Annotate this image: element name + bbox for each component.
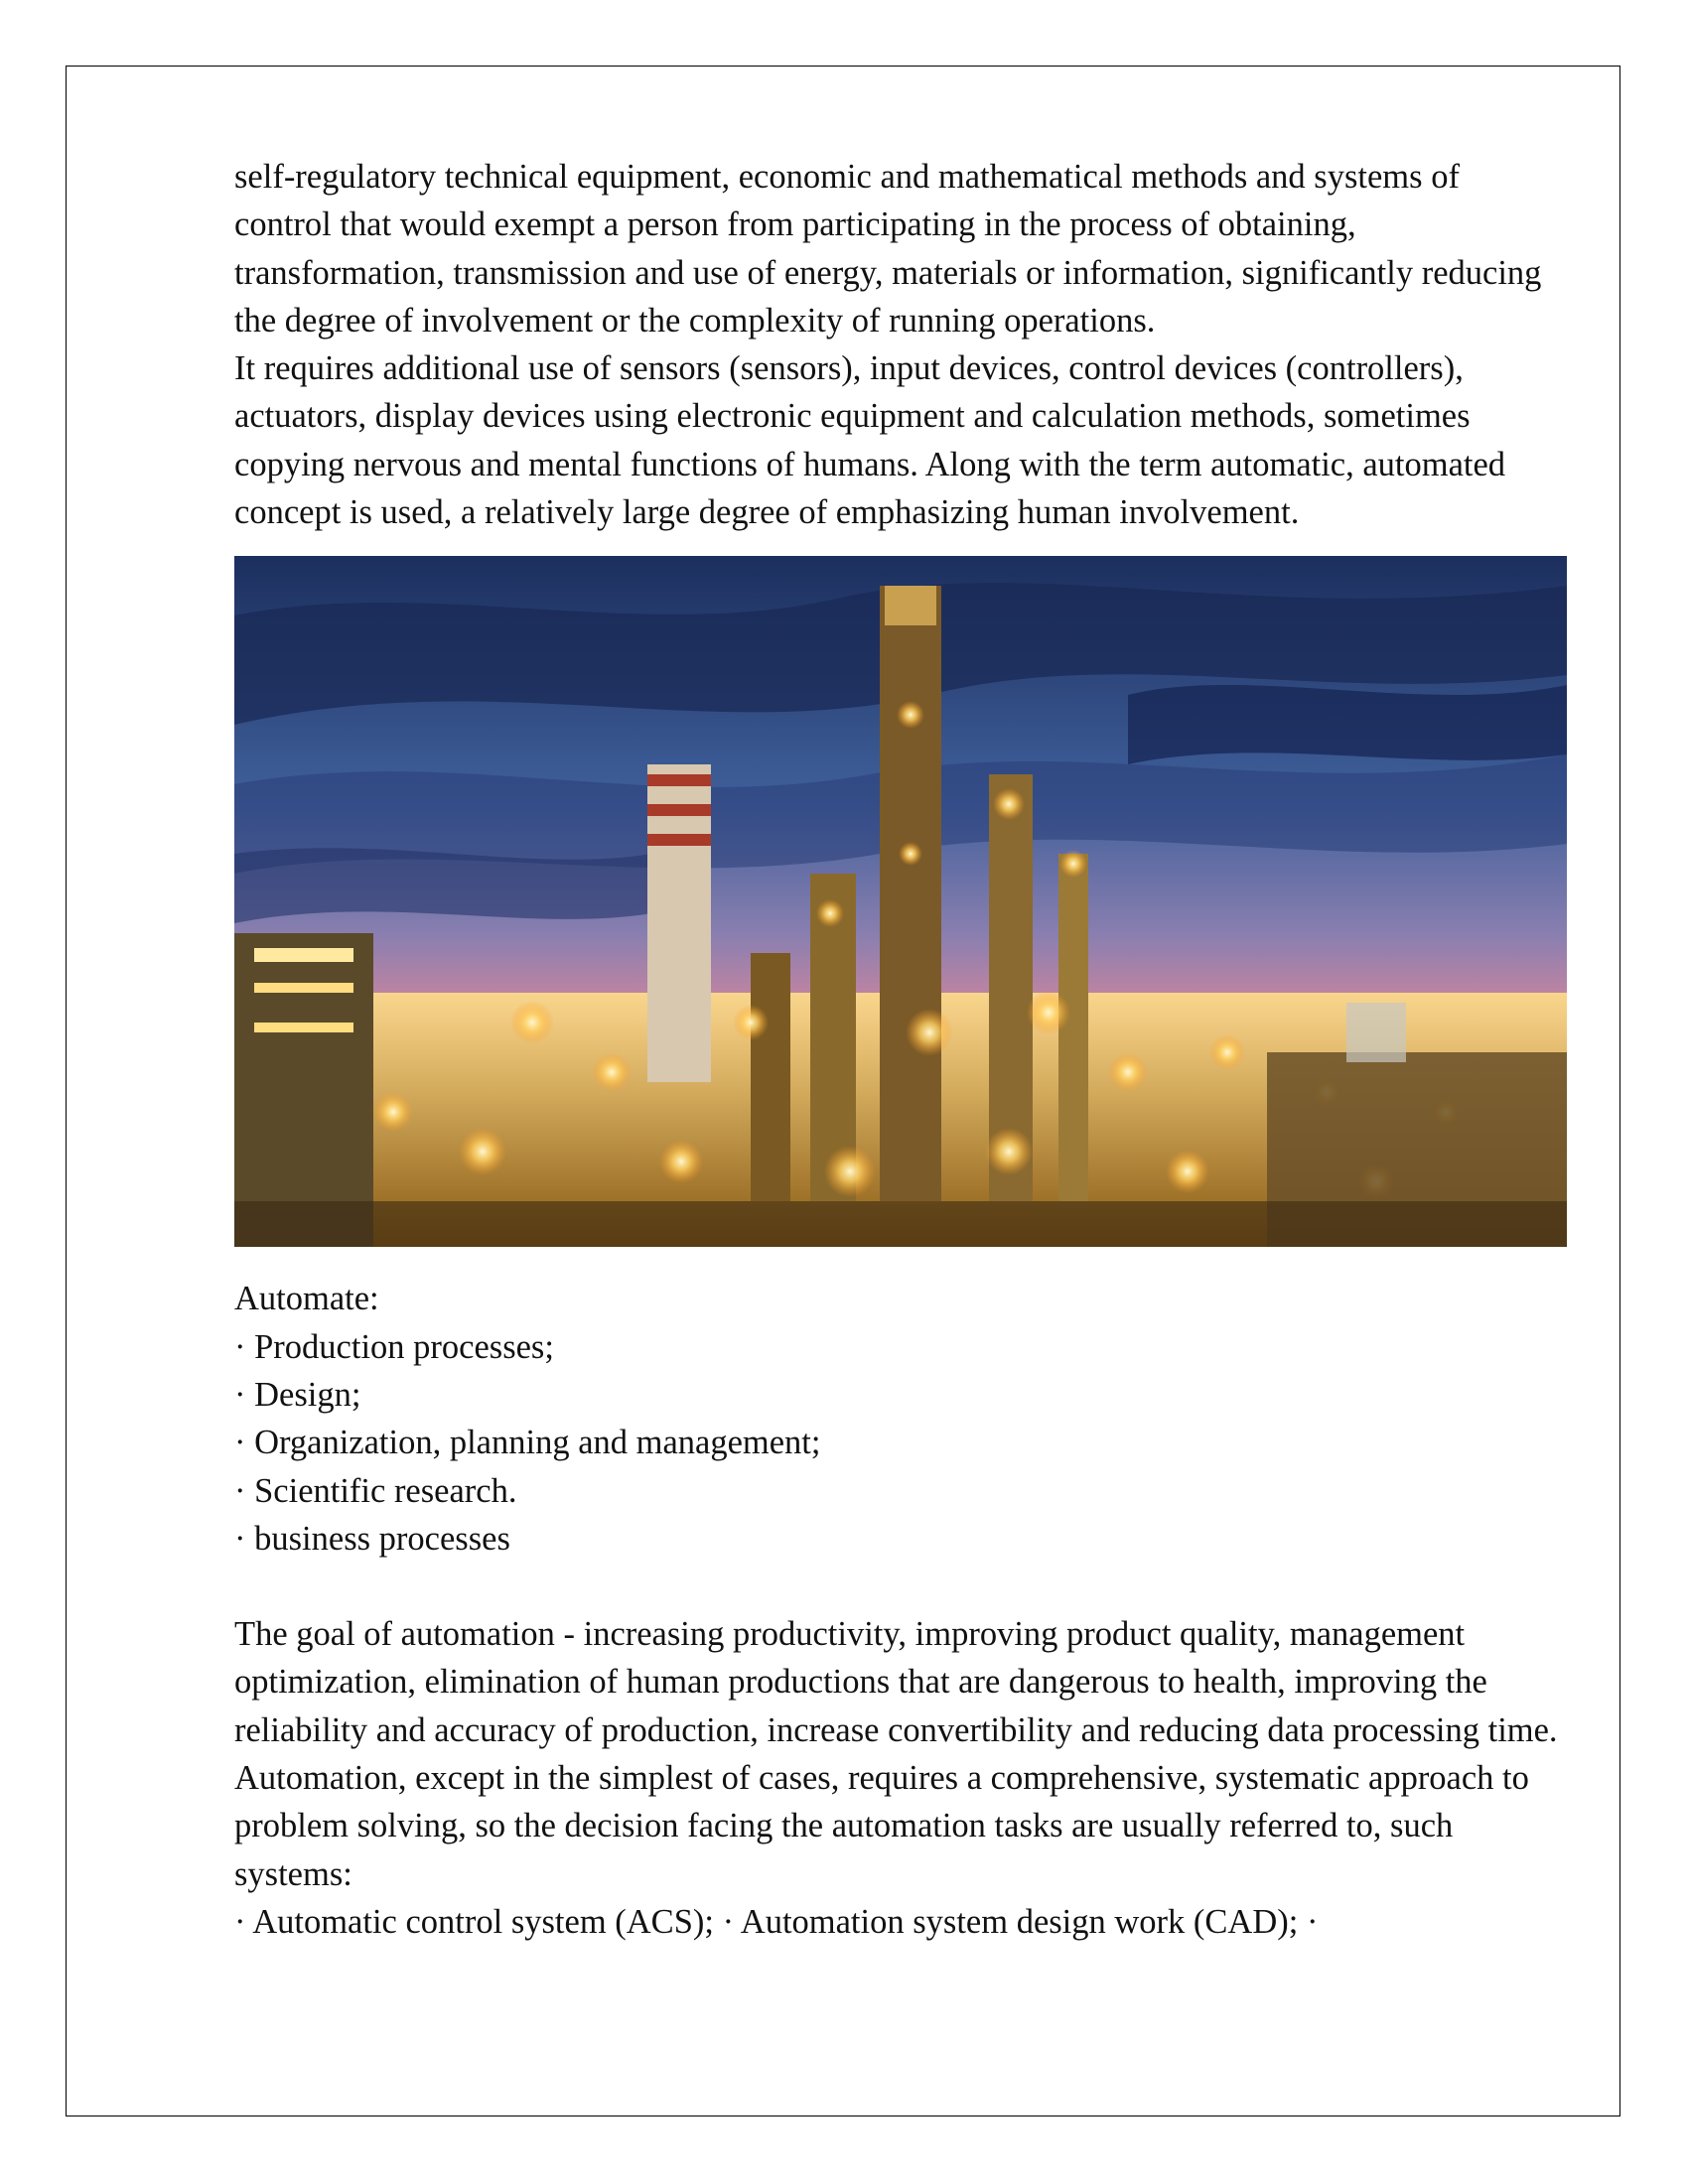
automate-heading: Automate:	[234, 1280, 379, 1318]
paragraph-goal: The goal of automation - increasing productivity, improving product quality, management optimization, elimination of human productions that are dangerous to health, improving the reliability and accuracy of production, increase convertibility and reducing data processing time. Automation, except in the simplest of cases, requires a comprehensive, systematic approach to problem solving, so the decision facing the automation tasks are usually referred to, such systems:	[234, 1615, 1558, 1893]
refinery-photo	[234, 556, 1567, 1247]
paragraph-systems: · Automatic control system (ACS); · Automation system design work (CAD); ·	[234, 1902, 1319, 1941]
paragraph-requirements: It requires additional use of sensors (sensors), input devices, control devices (controllers), actuators, display devices using electronic equipment and calculation methods, sometimes copying nervous and mental functions of humans. Along with the term automatic, automated concept is used, a relatively large degree of emphasizing human involvement.	[234, 349, 1506, 532]
list-item: · Scientific research.	[234, 1471, 517, 1510]
automate-list	[234, 1323, 1565, 1563]
paragraph-gap	[234, 1563, 1565, 1610]
list-item: · Organization, planning and management;	[234, 1424, 821, 1462]
list-item: · business processes	[234, 1519, 510, 1558]
document-body	[234, 153, 1565, 1946]
list-item: · Production processes;	[234, 1327, 554, 1366]
list-item: · Design;	[234, 1375, 361, 1414]
paragraph-intro: self-regulatory technical equipment, economic and mathematical methods and systems of control that would exempt a person from participating in the process of obtaining, transformation, transmission and use of energy, materials or information, significantly reducing the degree of involvement or the complexity of running operations.	[234, 158, 1542, 340]
